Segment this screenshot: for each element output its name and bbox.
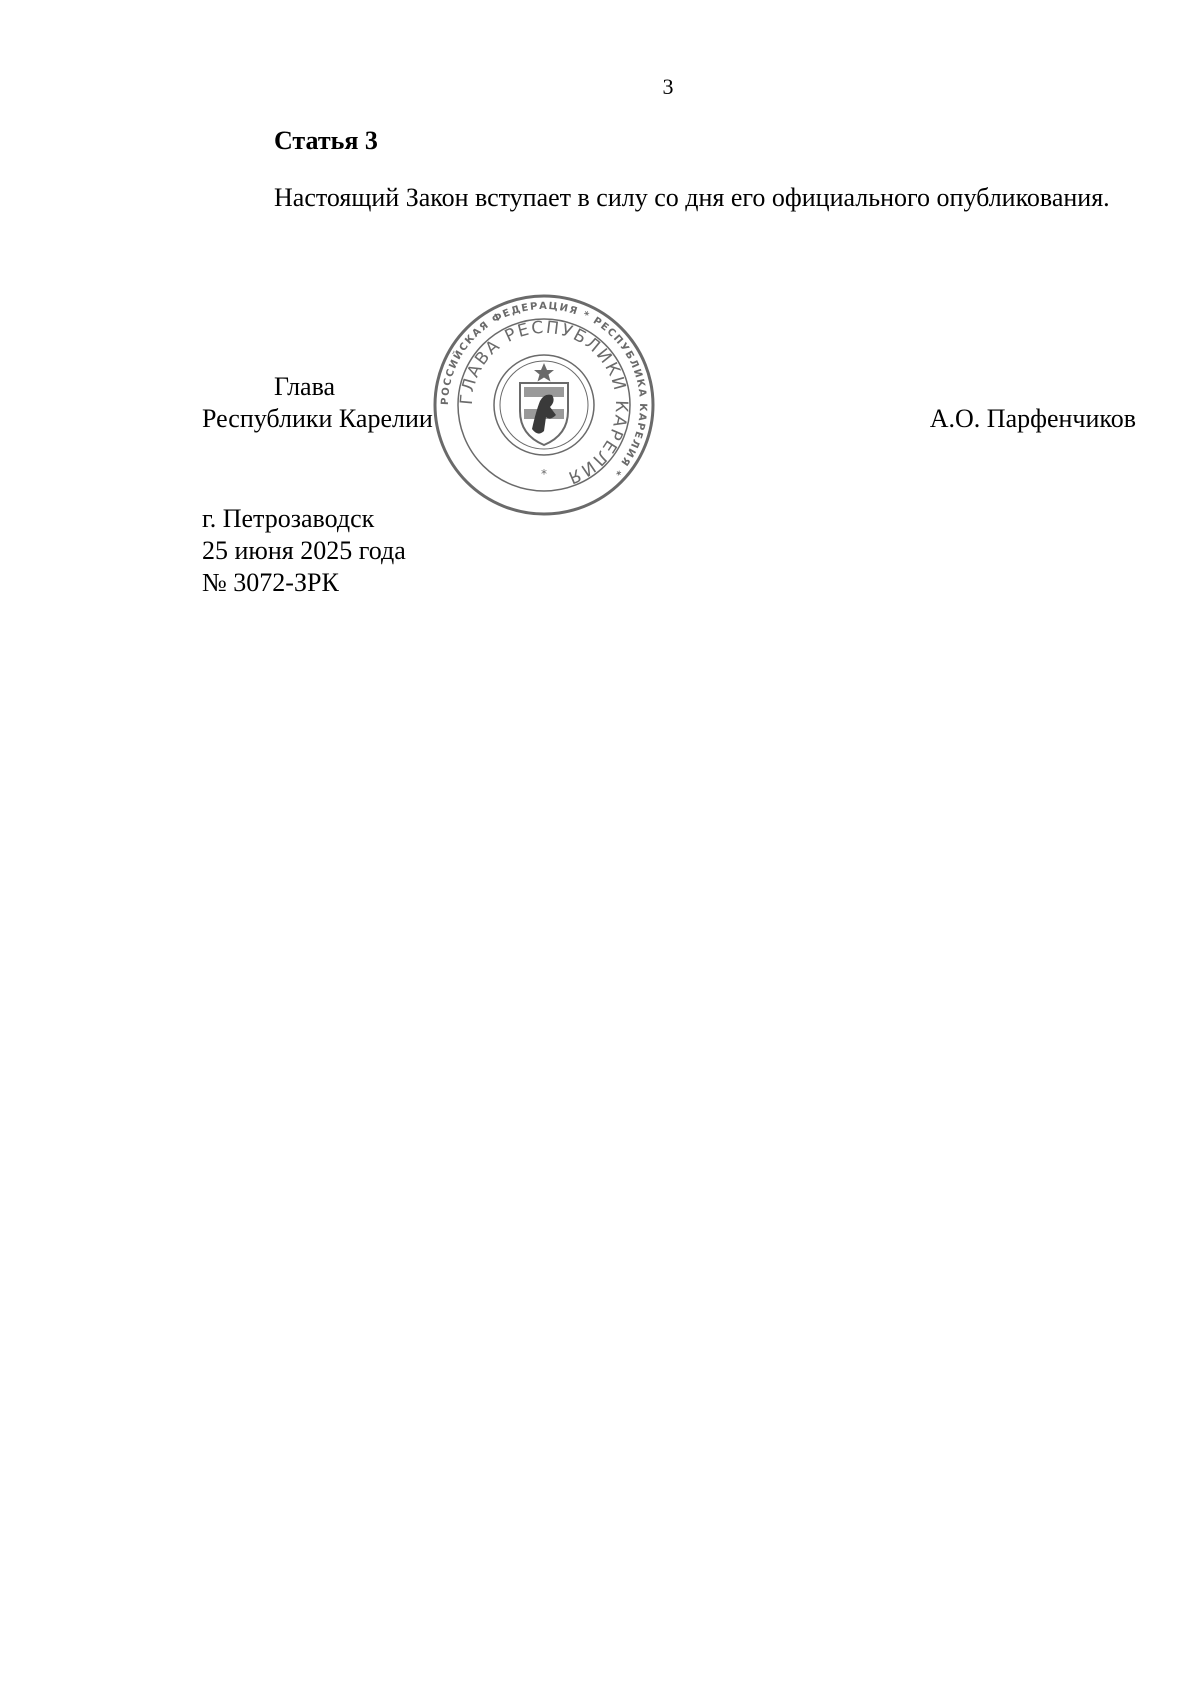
signatory-organization: Республики Карелии — [202, 404, 433, 433]
seal-outer-text: РОССИЙСКАЯ ФЕДЕРАЦИЯ * РЕСПУБЛИКА КАРЕЛИЯ * — [439, 300, 649, 479]
signing-date: 25 июня 2025 года — [202, 536, 406, 565]
article-heading: Статья 3 — [274, 126, 378, 155]
coat-of-arms-icon — [520, 363, 568, 445]
article-text: Настоящий Закон вступает в силу со дня его официального опубликования. — [274, 183, 1110, 212]
official-seal-stamp — [432, 293, 656, 517]
seal-inner-text: ГЛАВА РЕСПУБЛИКИ КАРЕЛИЯ — [456, 317, 632, 488]
signatory-title: Глава — [274, 372, 336, 401]
signatory-name: А.О. Парфенчиков — [929, 404, 1136, 433]
signing-place: г. Петрозаводск — [202, 504, 375, 533]
svg-text:*: * — [541, 467, 547, 481]
law-number: № 3072-ЗРК — [202, 568, 339, 597]
page-number: 3 — [662, 74, 674, 99]
